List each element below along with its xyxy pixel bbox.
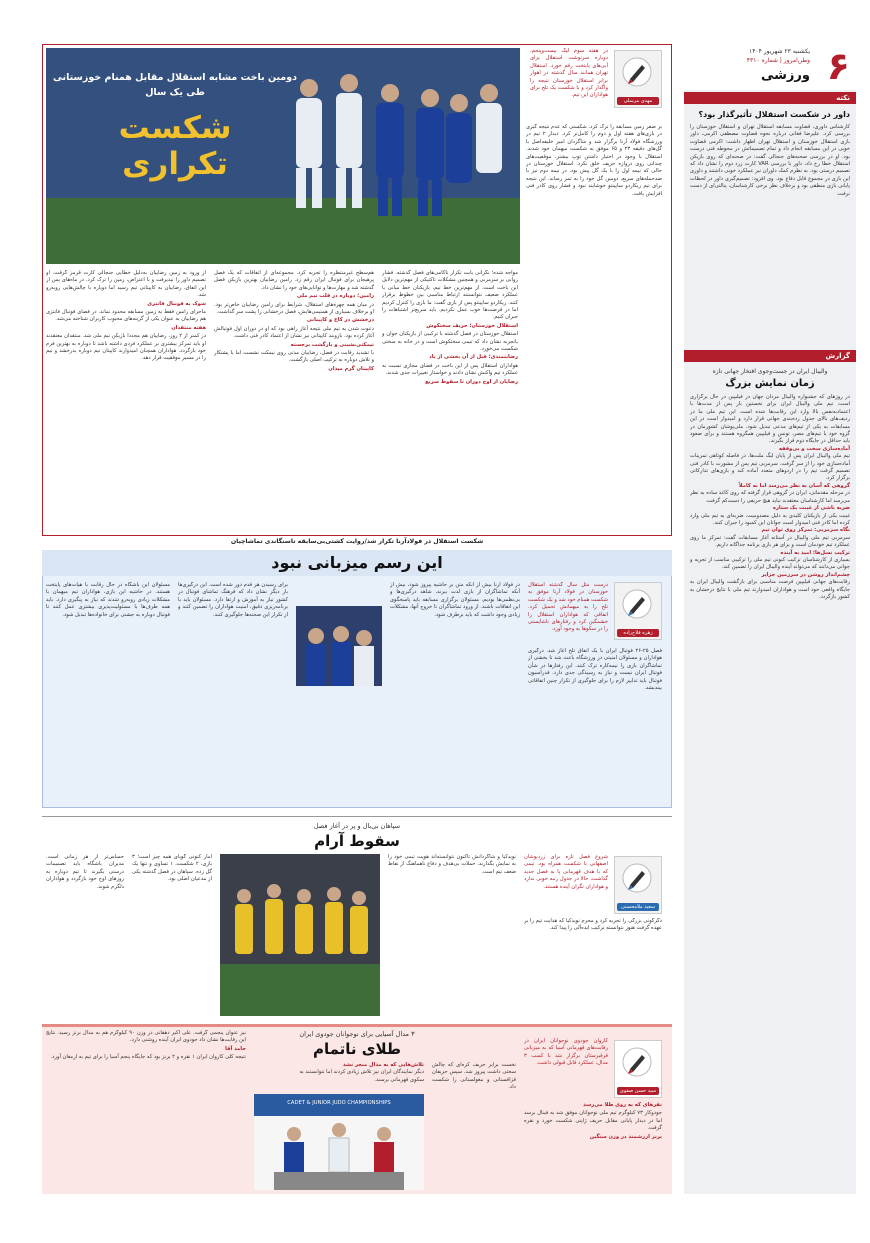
judo-sub-a-body: جودوکار ۷۳ کیلوگرم تیم ملی نوجوانان موفق شد به فینال برسد اما در دیدار پایانی مقابل حریف ژاپنی شکست خورد و نقره گرفت. <box>524 1110 662 1132</box>
box-columnist-name: زهره فلاح‌زاده <box>617 629 659 637</box>
box-title-band <box>42 550 672 576</box>
sepahan-col3: آمار کنونی گویای همه چیز است؛ ۳ بازی، ۲ شکست، ۱ تساوی و تنها یک گل زده. سپاهان در فصل گذشته یکی از مدعیان اصلی بود. <box>132 854 212 883</box>
box-title: این رسم میزبانی نبود <box>271 553 443 572</box>
divider-1 <box>42 816 672 817</box>
top-sub-a: استقلال خوزستان؛ حریف سختکوش <box>426 322 518 329</box>
judo-columnist-name: سید حسن صفوی <box>617 1087 659 1095</box>
top-col4-text: از ورود به زمین رضاییان به‌دلیل خطایی جنجالی کارت قرمز گرفت. او تصمیم داور را نپذیرفت و با اعتراض، زمین را ترک کرد. در ماه‌های پس از این اتفاق، رضاییان به کاپیتانی تیم رسید اما دوباره با چالش‌هایی روبه‌رو شد. <box>46 270 206 299</box>
masthead-paper-info: وطن‌امروز | شماره ۴۳۱۰ <box>746 57 810 64</box>
gozaresh-content <box>690 394 850 1194</box>
gozaresh-sub1: آماده‌سازی سخت و بی‌وقفه <box>778 445 850 452</box>
gozaresh-label: گزارش <box>684 350 856 362</box>
judo-sub-c-body: دیگر نمایندگان ایران نیز تلاش زیادی کردند اما نتوانستند به سکوی قهرمانی برسند. <box>299 1069 424 1083</box>
judo-kicker: ۳ مدال آسیایی برای نوجوانان جودوی ایران <box>299 1030 415 1038</box>
photo-title: شکست تکراری <box>118 110 232 182</box>
gozaresh-sub5: ترکیب نسل‌ها؛ امید به آینده <box>780 549 850 556</box>
judo-sub-d: حامد آقا <box>225 1045 246 1052</box>
top-sub-c: رضایان از اوج دوران تا سقوط سریع <box>425 378 518 385</box>
masthead <box>684 44 856 90</box>
top-sub-h: شوک به فوتبال فانتزی <box>147 300 206 307</box>
judo-photo <box>254 1094 424 1190</box>
judo-col2: نخست برابر حریف کره‌ای که چالش سختی داشت پیروز شد. سپس حریفان قزاقستانی و مغولستانی را شکست داد. <box>432 1062 516 1091</box>
gozaresh-sub5-body: بسیاری از کارشناسان ترکیب کنونی تیم ملی را ترکیبی مناسب از تجربه و جوانی می‌دانند که می‌تواند آینده والیبال ایران را تضمین کند. <box>690 556 850 571</box>
sepahan-title: سقوط آرام <box>314 832 400 850</box>
pen-nib-icon <box>622 1047 652 1077</box>
top-sub-b-body: هواداران استقلال پس از این باخت در فضای مجازی نسبت به عملکرد تیم واکنش نشان دادند و خواستار تغییرات جدی شدند. <box>382 362 518 377</box>
box-col3: برای رسیدن هر قدم دور شده است. این درگیری‌ها بار دیگر نشان داد که فرهنگ تماشای فوتبال در کشور نیاز به آموزش و ارتقا دارد. مسئولان باید با برنامه‌ریزی دقیق، امنیت هواداران را تضمین کنند و از تکرار این صحنه‌ها جلوگیری کنند. <box>178 582 288 618</box>
top-body-col2-text: مواجه شده؛ نگرانی بابت تکرار ناکامی‌های فصل گذشته. فشار روانی بر سرمربی و همچنین مشکلات تاکتیکی از مهم‌ترین دلایل این باخت است. از مهم‌ترین خط تیم، بازیکنان خط میانی با عملکرد ضعیف نتوانستند ارتباط مناسبی بین خطوط برقرار کنند. ریکاردو ساپینتو پس از بازی گفت: ما بازی را کنترل کردیم اما در فرصت‌ها خوب عمل نکردیم. باید سریع‌تر اشتباهات را جبران کنیم. <box>382 270 518 321</box>
box-top-label: شکست استقلال در فولادآرنا تکرار شد/روایت کشتی‌بی‌سابقه تاسنگاندی تماشاچیان <box>230 538 484 545</box>
sepahan-col2: نویدکیا و شاگردانش تاکنون نتوانسته‌اند هویت تیمی خود را به نمایش بگذارند. حملات بی‌هدف و دفاع ناهماهنگ از نقاط ضعف تیم است. <box>388 854 516 875</box>
gozaresh-body: در روزهای که جشنواره والیبال مردان جهان در فیلیپین در حال برگزاری است، تیم ملی والیبال ایران برای نخستین بار پس از مدت‌ها با اعتمادبه‌نفس بالا وارد این رقابت‌ها شده است. این تیم ملی ما در ردیف‌های بالای جدول رده‌بندی جهانی قرار دارد و امیدوار است در این مسابقات به یکی از تیم‌های مدعی تبدیل شود. ملی‌پوشان کشورمان در گروه خود با تیم‌های مصر، تونس و فیلیپین همگروه هستند و برای صعود باید حداقل در جایگاه دوم قرار بگیرند. <box>690 394 850 445</box>
gozaresh-sub1-body: تیم ملی والیبال ایران پس از پایان لیگ ملت‌ها، در فاصله کوتاهی تمرینات آماده‌سازی خود را از سر گرفت. سرمربی تیم پس از مشورت با کادر فنی تصمیم گرفت تیم را در اردوهای متعدد آماده کند و بازی‌های تدارکاتی برگزار کرد. <box>690 453 850 482</box>
sepahan-kicker: سپاهان بی‌بال و پر در آغاز فصل <box>313 822 401 830</box>
top-sub-a-body: استقلال خوزستان در فصل گذشته با ترکیبی از بازیکنان جوان و باتجربه نشان داد که تیمی سختکوش است و در خانه به سختی شکست می‌خورد. <box>382 331 518 353</box>
top-sub-b: رضایتمندی؛ قبل از آن بخشی از یاد <box>429 354 518 361</box>
gozaresh-sub6: چشم‌انداز روشن در سرزمین جزایر <box>761 571 850 578</box>
pen-nib-icon <box>622 863 652 893</box>
page-number: ۶ <box>826 44 850 88</box>
gozaresh-title: زمان نمایش بزرگ <box>725 378 815 389</box>
box-col1: فصل ۲۵-۲۶ فوتبال ایران با یک اتفاق تلخ آغاز شد. درگیری هواداران و مسئولان امنیتی در ورزشگاه باعث شد تا بخشی از تماشاگران بازی را نیمه‌کاره ترک کنند. این رفتارها در شأن فوتبال ایران نیست و نیاز به رسیدگی جدی دارد. فدراسیون فوتبال باید تدابیر لازم را برای جلوگیری از تکرار چنین اتفاقاتی بیندیشد. <box>528 648 662 692</box>
judo-col4-text: نیز عنوان پنجمی گرفت. علی اکبر دهقانی در وزن ۹۰ کیلوگرم هم به مدال برنز رسید. نتایج این رقابت‌ها نشان داد جودوی ایران آینده روشنی دارد. <box>46 1030 246 1044</box>
sepahan-columnist-name: سعید ملامحسنی <box>617 903 659 911</box>
top-sub-d: رامین؛ دوباره در قلب تیم ملی <box>296 293 374 300</box>
sepahan-col4: حساس‌تر از هر زمانی است. مدیران باشگاه باید تصمیمات درستی بگیرند تا تیم دوباره به روزهای اوج خود بازگردد و هواداران دلگرم شوند. <box>46 854 124 890</box>
box-col4: مسئولان این باشگاه در حال رقابت با هیأت‌های پایتخت هستند. در حاشیه این بازی، هواداران تیم میهمان با مشکلات زیادی روبه‌رو شدند که نیاز به پیگیری دارد. باید همه طرف‌ها با مسئولیت‌پذیری بیشتری عمل کنند تا فوتبال دوباره به جشنی برای خانواده‌ها تبدیل شود. <box>46 582 170 618</box>
top-body-col4 <box>46 270 206 532</box>
crowd-illustration <box>296 606 382 686</box>
top-sub-d-body: در میان همه چهره‌های استقلال، شرایط برای رامین رضاییان خاص‌تر بود. او برخلاف بسیاری از همتیمی‌هایش، فصل درخشانی را پشت سر گذاشت. <box>214 301 374 316</box>
judo-lead: کاروان جودوی نوجوانان ایران در رقابت‌های قهرمانی آسیا که به میزبانی قرقیزستان برگزار شد با کسب ۳ مدال، عملکرد قابل قبولی داشت. <box>524 1038 608 1067</box>
masthead-section: ورزشی <box>761 68 810 83</box>
top-sub-f-body: با تشدید رقابت در فصل، رضاییان مدتی روی نیمکت نشست اما با پشتکار و تلاش دوباره به ترکیب اصلی بازگشت. <box>214 350 374 364</box>
top-lead-box: در هفته سوم لیگ بیست‌وپنجم، دوباره سرنوشت استقلال برای آبی‌های پایتخت رقم خورد. استقلال تهران همانند سال گذشته در اهواز برابر استقلال خوزستان نتیجه را واگذار کرد و با شکست یک تلخ برای هواداران این تیم. <box>530 48 608 99</box>
nokte-title: داور در شکست استقلال تأثیرگذار بود؟ <box>698 110 850 119</box>
judo-sub-c: تلاش‌هایی که به مدال منجر نشد <box>342 1062 424 1068</box>
gozaresh-sub3: ضربه ناشی از غیبت یک ستاره <box>772 505 850 512</box>
sepahan-photo <box>220 854 380 1016</box>
box-photo <box>296 606 382 686</box>
top-sub-f: تیمکتی‌نشینی و بازگشت برجسته <box>290 341 374 348</box>
columnist-name: مهدی مرسلی <box>617 97 659 105</box>
judo-columnist-card <box>614 1040 662 1098</box>
photo-kicker: دومین باخت مشابه استقلال مقابل همنام خوزستانی طی یک سال <box>52 72 298 98</box>
box-lead: درست مثل سال گذشته استقلال خوزستان در فولاد آرنا موفق به شکست همنام خود شد و یک شکست تلخ را به میهمانش تحمیل کرد. اتفاقی که هواداران استقلال را خشمگین کرد و رفتارهای ناشایستی را در سکوها به وجود آورد. <box>528 582 608 633</box>
box-columnist-card <box>614 582 662 640</box>
masthead-date: یکشنبه ۲۳ شهریور ۱۴۰۴ <box>748 48 810 55</box>
gozaresh-sub4-body: سرمربی تیم ملی والیبال در آستانه آغاز مسابقات گفت: تمرکز ما روی عملکرد تیم خودمان است و برای هر بازی برنامه جداگانه داریم. <box>690 534 850 549</box>
judo-photo-banner: CADET & JUNIOR JUDO CHAMPIONSHIPS <box>287 1100 391 1106</box>
pen-nib-icon <box>622 589 652 619</box>
top-body-col1 <box>526 124 662 532</box>
gozaresh-sub4: نگاه سرمربی: تمرکز روی توان تیم <box>761 527 850 534</box>
judo-sub-b: برنز ارزشمند در وزن سنگین <box>589 1133 662 1140</box>
judo-sub-d-body: نتیجه کلی کاروان ایران ۱ نقره و ۲ برنز بود که جایگاه پنجم آسیا را برای تیم به ارمغان آورد. <box>50 1054 246 1061</box>
sepahan-columnist-card <box>614 856 662 914</box>
nokte-body: کارشناس داوری، قضاوت مسابقه استقلال تهران و استقلال خوزستان را بررسی کرد. علیرضا فغانی درباره نحوه قضاوت مصطفی اکرمی، داور بازی استقلال خوزستان و استقلال تهران اظهار داشت: اکرمی قضاوت خوبی در این مسابقه انجام داد و تمام تصمیماتش در محوطه فنی درست بود. او در بررسی صحنه‌های جنجالی گفت: در صحنه‌ای که روی بازیکن استقلال خطا رخ داد، داور با بررسی VAR کارت زرد دوم را نشان داد که تصمیم درستی بود. به نظرم کمک داوران نیز عملکرد خوبی داشتند و داوری این بازی در مجموع قابل دفاع بود. وی افزود: تصمیم‌گیری داور در لحظات پایانی بازی منطقی بود و برخلاف نظر برخی کارشناسان، پنالتی‌ای از دست نرفت. <box>690 124 850 197</box>
sepahan-col1: دگرگونی بزرگی را تجربه کرد و محرم نویدکیا که هدایت تیم را بر عهده گرفت هنوز نتوانسته ترکیب ایده‌آلی را پیدا کند. <box>524 918 662 932</box>
top-sub-e-body: دعوت شدن به تیم ملی نتیجه آغاز راهی بود که او در دوران اول فوتبالش آغاز کرده بود. بازوبند کاپیتانی نیز نشان از اعتماد کادر فنی داشت. <box>214 325 374 340</box>
top-sub-i-body: در کمتر از ۲ روز، رضاییان هم مجددا بازیکن تیم ملی شد. منتقدان معتقدند او باید تمرکز بیشتری بر عملکرد فردی داشته باشد تا دوباره به بهترین فرم خود بازگردد. هواداران همچنان امیدوارند کاپیتان تیم دوباره بدرخشد و تیم را در مسیر موفقیت قرار دهد. <box>46 333 206 362</box>
gozaresh-sub6-body: رقابت‌های جهانی فیلیپین فرصت مناسبی برای بازگشت والیبال ایران به جایگاه واقعی خود است و هواداران امیدوارند تیم ملی با نتایج درخشان به کشور بازگردد. <box>690 579 850 600</box>
box-col3a <box>296 582 382 604</box>
box-col2: در فولاد آرنا بیش از آنکه متن بر حاشیه پیروز شود، بیش از آنکه تماشاگران از بازی لذت ببرند، شاهد درگیری‌ها و بی‌نظمی‌ها بودیم. مسئولان برگزاری مسابقه باید پاسخگوی این اتفاقات باشند. از ورود تماشاگران تا خروج آنها، مشکلات زیادی وجود داشت که باید برطرف شود. <box>390 582 520 618</box>
top-body-col1-text: بر صفر زمین مسابقه را ترک کرد. شکستی که عدم نتیجه گیری در بازی‌های هفته اول و دوم را کامل‌تر کرد. دیدار ۲ تیم در ورزشگاه فولاد آرنا برگزار شد و شاگردان امیر خلیفه‌اصل با گل‌های دقیقه ۲۳ و ۶۵ موفق به شکست میهمان خود شدند. استقلال با وجود در اختیار داشتن توپ بیشتر، موقعیت‌های چندانی روی دروازه حریف خلق نکرد. استقلال خوزستان در حالی که نیمه اول را با یک گل پیش بود، در نیمه دوم نیز با ضدحمله‌های سریع، دومین گل خود را به ثمر رساند. این نتیجه برای تیم ریکاردو ساپینتو خوشایند نبود و فشار روی کادر فنی افزایش یافت. <box>526 124 662 197</box>
judo-podium-illustration <box>254 1094 424 1190</box>
judo-title: طلای ناتمام <box>312 1040 402 1058</box>
top-sub-e: درخشش در کاخ و کاپیتانی <box>306 317 374 324</box>
judo-col4 <box>46 1030 246 1190</box>
gozaresh-kicker: والیبال ایران در جست‌وجوی افتخار جهانی تازه <box>712 368 828 375</box>
gozaresh-sub3-body: غیبت یکی از بازیکنان کلیدی به دلیل مصدومیت، ضربه‌ای به تیم ملی وارد کرده اما کادر فنی امیدوار است جوانان این کمبود را جبران کنند. <box>690 512 850 526</box>
yellow-team-illustration <box>220 854 380 1016</box>
top-col3-text: هم‌سطح غیرمنتظره را تجربه کرد. مجموعه‌ای از اتفاقات که یک فصل پرهیجان برای فوتبال ایران رقم زد. رامین رضاییان بهترین بازیکن فصل گذشته شد و مهارت‌ها و توانایی‌های خود را نشان داد. <box>214 270 374 291</box>
columnist-card <box>614 50 662 108</box>
top-body-col3 <box>214 270 374 532</box>
pen-nib-icon <box>622 57 652 87</box>
gozaresh-sub2: گروهی که آسان به نظر می‌رسد اما نه کاملاً <box>738 482 850 489</box>
top-sub-h-body: ماجرای رامین فقط به زمین مسابقه محدود نماند. در فضای فوتبال فانتزی هم رضاییان به عنوان یکی از گزینه‌های محبوب کاربران شناخته می‌شد. <box>46 309 206 323</box>
gozaresh-sub2-body: در مرحله مقدماتی، ایران در گروهی قرار گرفته که روی کاغذ ساده به نظر می‌رسد اما کارشناسان معتقدند نباید هیچ حریفی را دست‌کم گرفت. <box>690 490 850 504</box>
nokte-label: نکته <box>684 92 856 104</box>
sepahan-lead: شروع فصل تازه برای زردپوشان اصفهانی با شکست همراه بود. تیمی که با هدف قهرمانی پا به فصل جدید گذاشت، حالا در جدول رتبه خوبی ندارد و هواداران نگران آینده هستند. <box>524 854 608 890</box>
top-sub-i: هفته منتقدان <box>171 324 206 331</box>
judo-sub-a: نفرهای که به روی طلا می‌رسد <box>583 1102 662 1108</box>
top-body-col2 <box>382 270 518 532</box>
judo-col1 <box>524 1102 662 1190</box>
top-sub-g: کاپیتان گرم میدان <box>328 365 374 372</box>
